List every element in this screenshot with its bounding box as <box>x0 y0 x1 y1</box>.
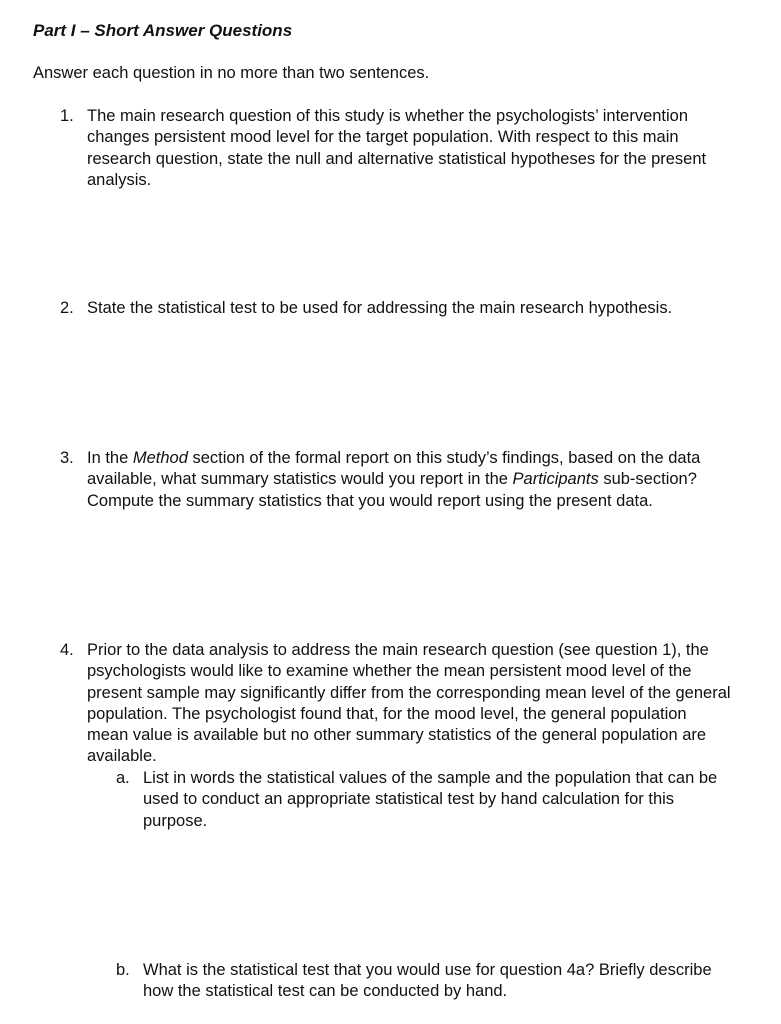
subquestion-letter: a. <box>116 769 130 787</box>
question-text: Prior to the data analysis to address the main research question (see question 1), the psychologists would like to examine whether the mean persistent mood level of the present sample may significantly differ from the corresponding mean level of the general population. The psychologist found that, for the mood level, the general population mean value is available but no other summary statistics of the general population are available. <box>87 641 731 766</box>
question-text <box>87 448 732 512</box>
subquestion-text: What is the statistical test that you would use for question 4a? Briefly describe how the statistical test can be conducted by hand. <box>143 961 712 1001</box>
question-3 <box>60 448 740 512</box>
subquestion-4a <box>116 768 736 832</box>
subquestion-text: List in words the statistical values of the sample and the population that can be used to conduct an appropriate statistical test by hand calculation for this purpose. <box>143 769 718 830</box>
question-number: 4. <box>60 641 74 659</box>
question-text-part: sub-section? Compute the summary statistics that you would report using the present data. <box>87 470 697 510</box>
question-text-part: In the <box>87 449 133 467</box>
section-heading: Part I – Short Answer Questions <box>33 21 293 40</box>
question-1 <box>60 106 740 191</box>
question-number: 2. <box>60 299 74 317</box>
subquestion-letter: b. <box>116 961 130 979</box>
question-number: 1. <box>60 107 74 125</box>
question-4 <box>60 640 740 768</box>
question-number: 3. <box>60 449 74 467</box>
question-text: The main research question of this study is whether the psychologists’ intervention changes persistent mood level for the target population. With respect to this main research question, state the null and alternative statistical hypotheses for the present analysis. <box>87 107 707 189</box>
subquestion-4b <box>116 960 736 1003</box>
question-text: State the statistical test to be used for addressing the main research hypothesis. <box>87 299 673 317</box>
participants-term: Participants <box>512 470 599 489</box>
question-2 <box>60 298 740 319</box>
instructions: Answer each question in no more than two sentences. <box>33 64 430 82</box>
question-text-part: section of the formal report on this study’s findings, based on the data available, what summary statistics would you report in the <box>87 449 701 489</box>
method-term: Method <box>132 449 188 467</box>
